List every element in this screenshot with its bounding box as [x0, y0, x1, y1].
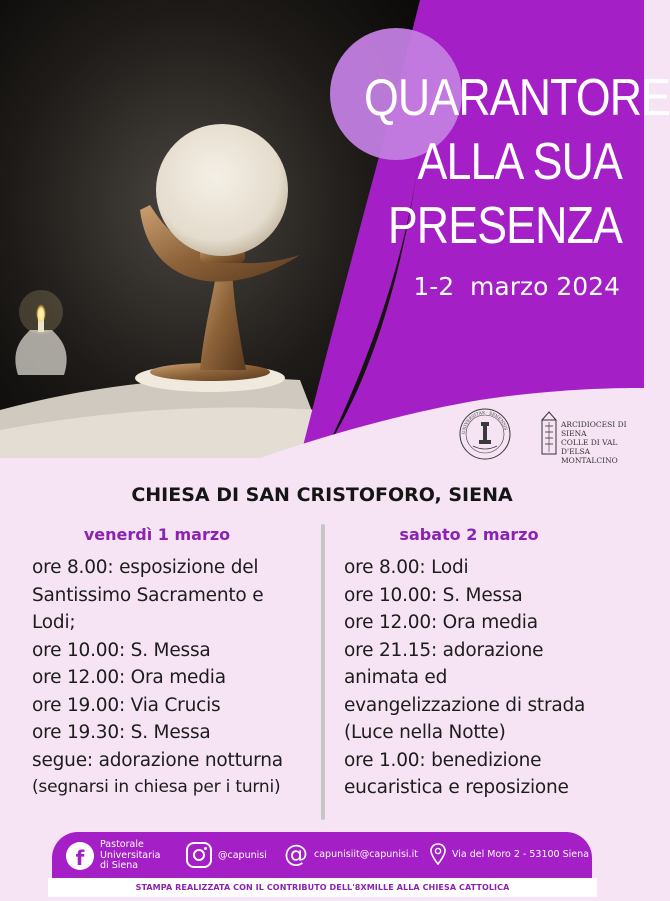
- cathedral-icon: [539, 410, 559, 456]
- facebook-label: Pastorale Universitaria di Siena: [100, 839, 161, 871]
- saturday-line: ore 10.00: S. Messa: [344, 584, 523, 606]
- friday-line: ore 10.00: S. Messa: [32, 639, 211, 661]
- saturday-line: ore 12.00: Ora media: [344, 612, 538, 633]
- contact-footer: [52, 832, 592, 878]
- address-text: Via del Moro 2 - 53100 Siena: [452, 848, 589, 860]
- friday-line: segue: adorazione notturna: [32, 749, 283, 771]
- facebook-link[interactable]: [66, 840, 161, 872]
- email-address: capunisiit@capunisi.it: [314, 848, 418, 860]
- archdiocese-logo: [539, 410, 639, 465]
- title-line-2: ALLA SUA: [417, 133, 622, 191]
- saturday-line: ore 21.15: adorazione: [344, 639, 544, 661]
- friday-heading: venerdì 1 marzo: [83, 525, 231, 544]
- venue-heading: CHIESA DI SAN CRISTOFORO, SIENA: [131, 484, 513, 506]
- svg-text:UNIVERSITAS · SENENSIS: UNIVERSITAS · SENENSIS: [460, 409, 509, 435]
- address-info: [430, 843, 589, 865]
- facebook-icon: f: [66, 842, 94, 870]
- friday-line: Santissimo Sacramento e: [32, 584, 264, 606]
- friday-line: ore 8.00: esposizione del: [32, 557, 259, 578]
- friday-line: (segnarsi in chiesa per i turni): [32, 777, 281, 797]
- email-link[interactable]: [284, 842, 418, 866]
- saturday-line: animata ed: [344, 667, 448, 688]
- saturday-line: ore 1.00: benedizione: [344, 749, 542, 771]
- column-divider: [321, 524, 325, 820]
- archdiocese-line-1: ARCIDIOCESI DI SIENA: [561, 420, 627, 438]
- credit-stripe: STAMPA REALIZZATA CON IL CONTRIBUTO DELL'8XMILLE ALLA CHIESA CATTOLICA: [48, 878, 597, 897]
- saturday-line: evangelizzazione di strada: [344, 694, 586, 716]
- friday-schedule: [32, 525, 317, 802]
- friday-line: ore 19.30: S. Messa: [32, 722, 211, 743]
- event-date: 1-2 marzo 2024: [413, 272, 620, 301]
- saturday-line: ore 8.00: Lodi: [344, 557, 469, 578]
- friday-line: ore 12.00: Ora media: [32, 667, 226, 688]
- saturday-heading: sabato 2 marzo: [399, 525, 539, 544]
- title-line-1: QUARANTORE: [364, 69, 670, 127]
- logos: [455, 404, 640, 465]
- event-title: [364, 66, 670, 258]
- saturday-schedule: [344, 525, 629, 802]
- university-seal-logo: [455, 406, 515, 466]
- instagram-icon: [186, 842, 212, 868]
- instagram-link[interactable]: [186, 842, 267, 868]
- friday-line: ore 19.00: Via Crucis: [32, 694, 221, 716]
- archdiocese-line-3: MONTALCINO: [561, 456, 618, 465]
- location-pin-icon: [430, 843, 446, 865]
- saturday-line: (Luce nella Notte): [344, 722, 506, 743]
- archdiocese-line-2: COLLE DI VAL D'ELSA: [561, 438, 618, 456]
- title-line-3: PRESENZA: [387, 197, 622, 255]
- saturday-line: eucaristica e reposizione: [344, 777, 569, 798]
- instagram-handle: @capunisi: [218, 849, 267, 861]
- friday-line: Lodi;: [32, 612, 76, 633]
- email-icon: @: [284, 840, 308, 868]
